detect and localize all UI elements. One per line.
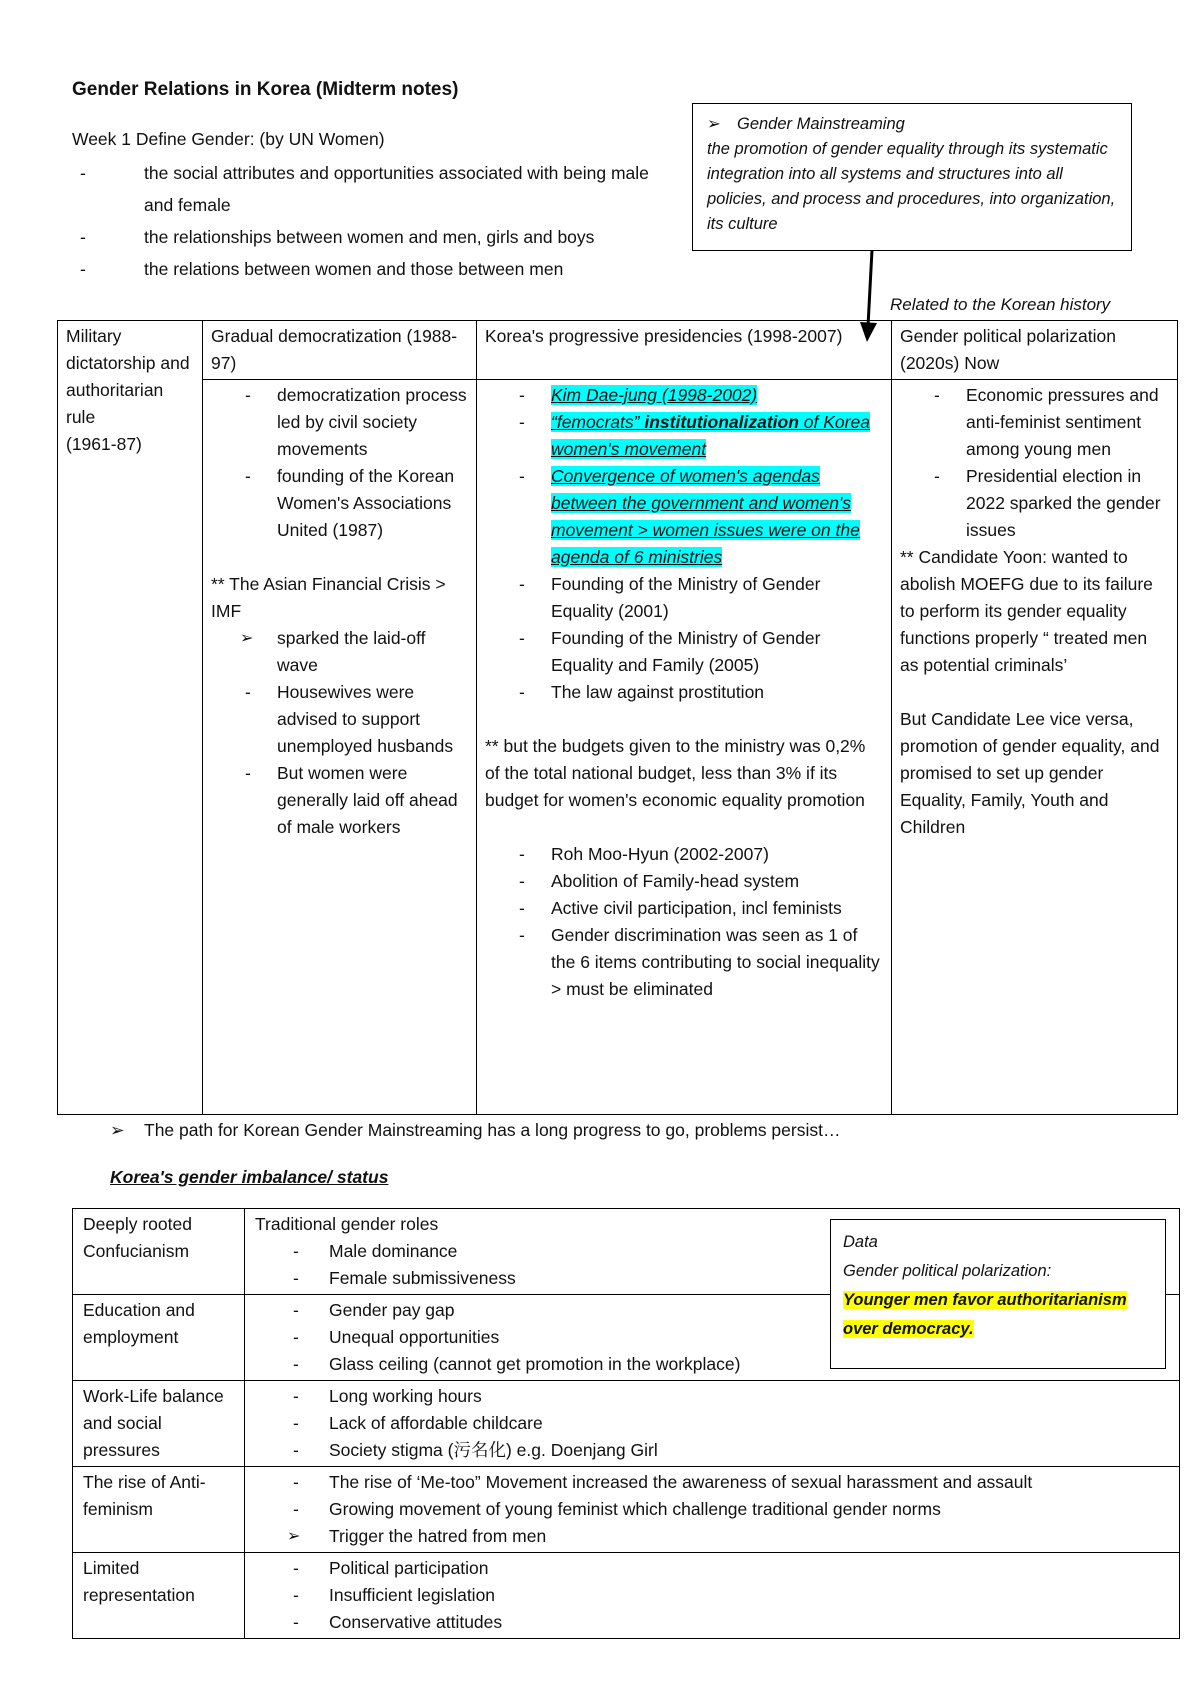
row-label: Work-Life balance and social pressures [73,1381,245,1467]
list-item [511,382,883,409]
list-item: - Founding of the Ministry of Gender Equality and Family (2005) [511,625,883,679]
polarization-content [892,380,1178,1115]
row-content [245,1553,1180,1639]
data-highlight: Younger men favor authoritarianism over democracy. [843,1291,1127,1338]
path-note: The path for Korean Gender Mainstreaming has a long progress to go, problems persist… [144,1120,841,1140]
polarization-list [926,382,1169,544]
arrow-bullet-icon: ➢ [110,1120,125,1140]
list-item: - The rise of ‘Me-too” Movement increased the awareness of sexual harassment and assault [255,1469,1169,1496]
row-label: The rise of Anti-feminism [73,1467,245,1553]
row-label: Limited representation [73,1553,245,1639]
list-item: - Founding of the Ministry of Gender Equality (2001) [511,571,883,625]
gender-mainstreaming-box [692,103,1132,251]
data-highlight-wrap [843,1286,1153,1344]
list-item: - Presidential election in 2022 sparked the gender issues [926,463,1169,544]
list-item: - Roh Moo-Hyun (2002-2007) [511,841,883,868]
arrow-bullet-icon: ➢ [707,115,721,133]
list-item: - Conservative attitudes [255,1609,1169,1636]
row-label: Deeply rooted Confucianism [73,1209,245,1295]
highlight-text: Kim Dae-jung (1998-2002) [551,385,758,405]
list-item: - Long working hours [255,1383,1169,1410]
list-item: - Insufficient legislation [255,1582,1169,1609]
democratization-list [237,382,468,544]
row-list [255,1469,1169,1550]
list-item: - Economic pressures and anti-feminist sentiment among young men [926,382,1169,463]
imf-note: ** The Asian Financial Crisis > IMF [211,574,446,621]
row-list [255,1555,1169,1636]
list-item: - Male dominance [255,1238,1169,1265]
list-item: ➢ Trigger the hatred from men [255,1523,1169,1550]
data-sub: Gender political polarization: [843,1262,1052,1280]
list-item: - Female submissiveness [255,1265,1169,1292]
week1-heading: Week 1 Define Gender: (by UN Women) [72,129,385,149]
row-label: Education and employment [73,1295,245,1381]
era-years: (1961-87) [66,434,142,454]
progressive-content [477,380,892,1115]
roh-list [511,841,883,1003]
list-item: - Unequal opportunities [255,1324,1169,1351]
hl2-post: of Korea women's movement [551,412,870,459]
list-item: - Lack of affordable childcare [255,1410,1169,1437]
related-label: Related to the Korean history [890,295,1111,314]
imbalance-heading: Korea's gender imbalance/ status [110,1167,389,1187]
week1-section [72,126,672,285]
row-header: Traditional gender roles [255,1214,439,1234]
era-header-progressive: Korea's progressive presidencies (1998-2007) [477,321,892,380]
path-note-row [110,1117,840,1144]
list-item: - Gender pay gap [255,1297,1169,1324]
imf-list [237,625,468,841]
data-box [830,1219,1166,1369]
list-item: - Housewives were advised to support unemployed husbands [237,679,468,760]
era-label: Military dictatorship and authoritarian rule [66,326,190,427]
progressive-list [511,382,883,706]
list-item [511,409,883,463]
week1-list [72,157,672,285]
era-header-polarization: Gender political polarization (2020s) Now [892,321,1178,380]
gm-text: the promotion of gender equality through its systematic integration into all systems and structures into all policies, and process and procedures, into organization, its culture [707,140,1116,233]
list-item: - the social attributes and opportunities associated with being male and female [72,157,672,221]
gm-heading: Gender Mainstreaming [737,115,905,133]
list-item: - the relationships between women and men, girls and boys [72,221,672,253]
list-item: - The law against prostitution [511,679,883,706]
highlight-text: Convergence of women's agendas between the government and women's movement > women issues were on the agenda of 6 ministries [551,466,860,567]
femocrats-text: “femocrats” [551,412,645,432]
list-item: - Glass ceiling (cannot get promotion in the workplace) [255,1351,1169,1378]
era-header-democratization: Gradual democratization (1988-97) [203,321,477,380]
institutionalization-text: institutionalization [644,412,799,432]
list-item: - Political participation [255,1555,1169,1582]
list-item: - Active civil participation, incl feminists [511,895,883,922]
yoon-note: ** Candidate Yoon: wanted to abolish MOEFG due to its failure to perform its gender equality functions properly “ treated men as potential criminals’ [900,547,1153,675]
lee-note: But Candidate Lee vice versa, promotion of gender equality, and promised to set up gender Equality, Family, Youth and Children [900,709,1160,837]
democratization-content [203,380,477,1115]
list-item: - Society stigma (污名化) e.g. Doenjang Girl [255,1437,1169,1464]
list-item: - founding of the Korean Women's Associations United (1987) [237,463,468,544]
list-item: ➢ sparked the laid-off wave [237,625,468,679]
row-content [245,1467,1180,1553]
list-item: - Abolition of Family-head system [511,868,883,895]
data-label: Data [843,1233,878,1251]
list-item: - Gender discrimination was seen as 1 of the 6 items contributing to social inequality > must be eliminated [511,922,883,1003]
row-content [245,1381,1180,1467]
era-cell-dictatorship [58,321,203,1115]
history-table [57,320,1178,1115]
page-title: Gender Relations in Korea (Midterm notes) [72,79,459,100]
list-item: - democratization process led by civil society movements [237,382,468,463]
list-item [511,463,883,571]
list-item: - Growing movement of young feminist which challenge traditional gender norms [255,1496,1169,1523]
gm-heading-row [707,112,1117,137]
highlight-text [551,412,870,459]
list-item: - the relations between women and those between men [72,253,672,285]
budget-note: ** but the budgets given to the ministry was 0,2% of the total national budget, less than 3% if its budget for women's economic equality promotion [485,736,866,810]
list-item: - But women were generally laid off ahead of male workers [237,760,468,841]
row-list [255,1383,1169,1464]
